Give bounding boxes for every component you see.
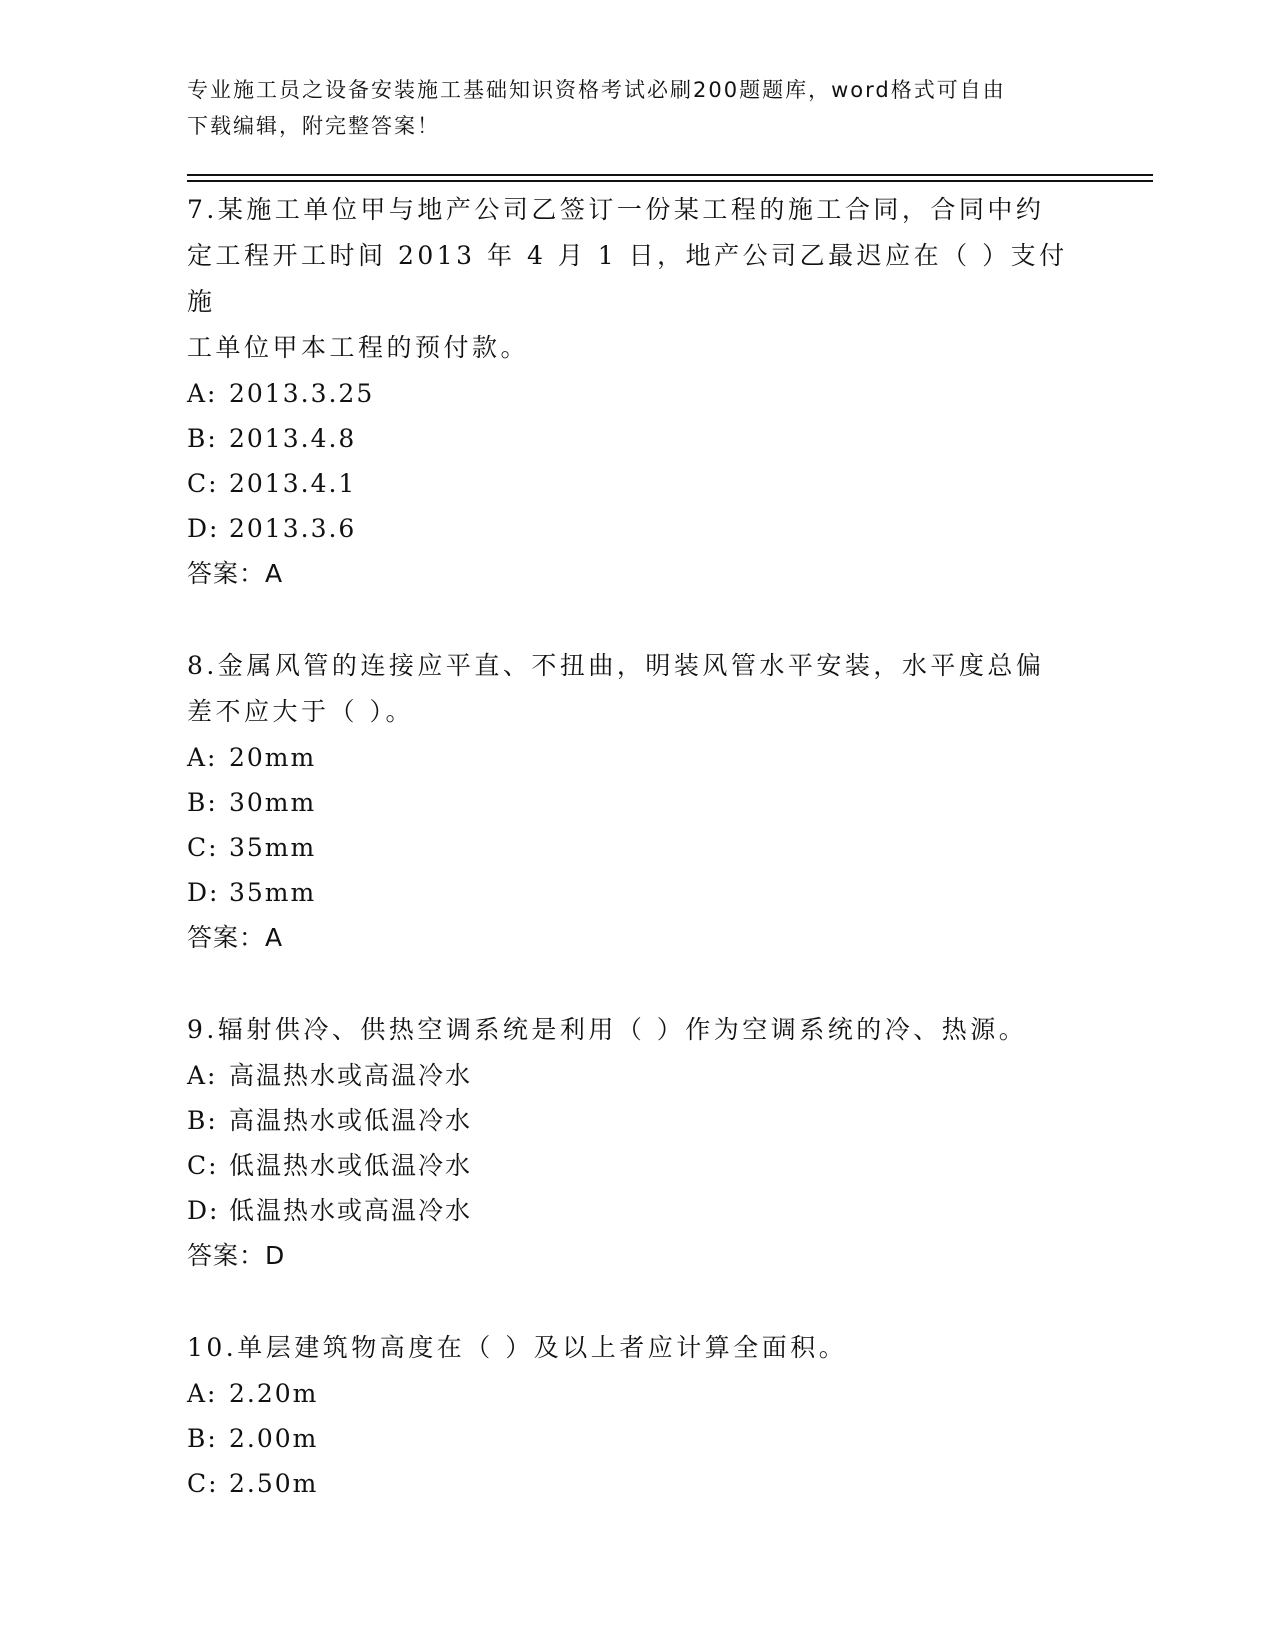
option-b xyxy=(187,1098,1087,1143)
option-c xyxy=(187,461,1087,506)
question-stem xyxy=(187,1325,1087,1371)
question-block xyxy=(187,187,1087,597)
question-stem-line: 10.单层建筑物高度在（ ）及以上者应计算全面积。 xyxy=(187,1333,848,1362)
question-block xyxy=(187,643,1087,961)
option-b xyxy=(187,1416,1087,1461)
question-stem-line: 7.某施工单位甲与地产公司乙签订一份某工程的施工合同，合同中约 xyxy=(187,195,1045,224)
option-letter: A: xyxy=(187,1061,218,1090)
option-text: 35mm xyxy=(229,833,317,862)
option-letter: C: xyxy=(187,1469,219,1498)
option-c xyxy=(187,1461,1087,1506)
question-block xyxy=(187,1007,1087,1279)
option-letter: D: xyxy=(187,514,220,543)
answer-line: 答案：A xyxy=(187,923,284,952)
question-stem-line: 定工程开工时间 2013 年 4 月 1 日，地产公司乙最迟应在（ ）支付施 xyxy=(187,241,1068,316)
question-stem-line: 9.辐射供冷、供热空调系统是利用（ ）作为空调系统的冷、热源。 xyxy=(187,1015,1028,1044)
option-d xyxy=(187,870,1087,915)
question-list xyxy=(187,187,1087,1552)
option-text: 2013.4.8 xyxy=(229,424,357,453)
question-stem-line: 8.金属风管的连接应平直、不扭曲，明装风管水平安装，水平度总偏 xyxy=(187,651,1045,680)
option-a xyxy=(187,1053,1087,1098)
option-letter: D: xyxy=(187,1196,220,1225)
option-letter: B: xyxy=(187,1106,218,1135)
option-a xyxy=(187,1371,1087,1416)
option-d xyxy=(187,1188,1087,1233)
option-c xyxy=(187,825,1087,870)
answer-line: 答案：D xyxy=(187,1241,286,1270)
answer-line: 答案：A xyxy=(187,559,284,588)
option-text: 低温热水或低温冷水 xyxy=(229,1151,473,1180)
header-divider-bottom xyxy=(187,180,1153,182)
option-text: 高温热水或低温冷水 xyxy=(229,1106,473,1135)
option-text: 35mm xyxy=(229,878,317,907)
option-c xyxy=(187,1143,1087,1188)
option-letter: C: xyxy=(187,1151,219,1180)
option-b xyxy=(187,780,1087,825)
option-letter: C: xyxy=(187,469,219,498)
option-letter: B: xyxy=(187,1424,218,1453)
option-a xyxy=(187,371,1087,416)
option-letter: B: xyxy=(187,424,218,453)
option-text: 低温热水或高温冷水 xyxy=(229,1196,473,1225)
option-letter: D: xyxy=(187,878,220,907)
header-line-1: 专业施工员之设备安装施工基础知识资格考试必刷200题题库，word格式可自由 xyxy=(187,78,1006,102)
option-b xyxy=(187,416,1087,461)
option-text: 2.20m xyxy=(229,1379,319,1408)
option-text: 2.00m xyxy=(229,1424,319,1453)
question-block xyxy=(187,1325,1087,1506)
option-text: 2013.3.25 xyxy=(229,379,375,408)
option-text: 2013.3.6 xyxy=(229,514,357,543)
question-stem xyxy=(187,1007,1087,1053)
option-letter: A: xyxy=(187,1379,218,1408)
question-stem-line: 差不应大于（ ）。 xyxy=(187,697,414,726)
question-stem xyxy=(187,643,1087,735)
option-letter: A: xyxy=(187,379,218,408)
option-text: 2013.4.1 xyxy=(229,469,357,498)
header-divider-top xyxy=(187,174,1153,176)
option-text: 20mm xyxy=(229,743,317,772)
option-letter: A: xyxy=(187,743,218,772)
option-text: 30mm xyxy=(229,788,317,817)
option-letter: B: xyxy=(187,788,218,817)
option-text: 2.50m xyxy=(229,1469,319,1498)
option-d xyxy=(187,506,1087,551)
option-a xyxy=(187,735,1087,780)
question-stem-line: 工单位甲本工程的预付款。 xyxy=(187,333,530,362)
option-text: 高温热水或高温冷水 xyxy=(229,1061,473,1090)
option-letter: C: xyxy=(187,833,219,862)
header-line-2: 下载编辑，附完整答案！ xyxy=(187,114,440,138)
document-header xyxy=(187,72,1087,144)
question-stem xyxy=(187,187,1087,371)
